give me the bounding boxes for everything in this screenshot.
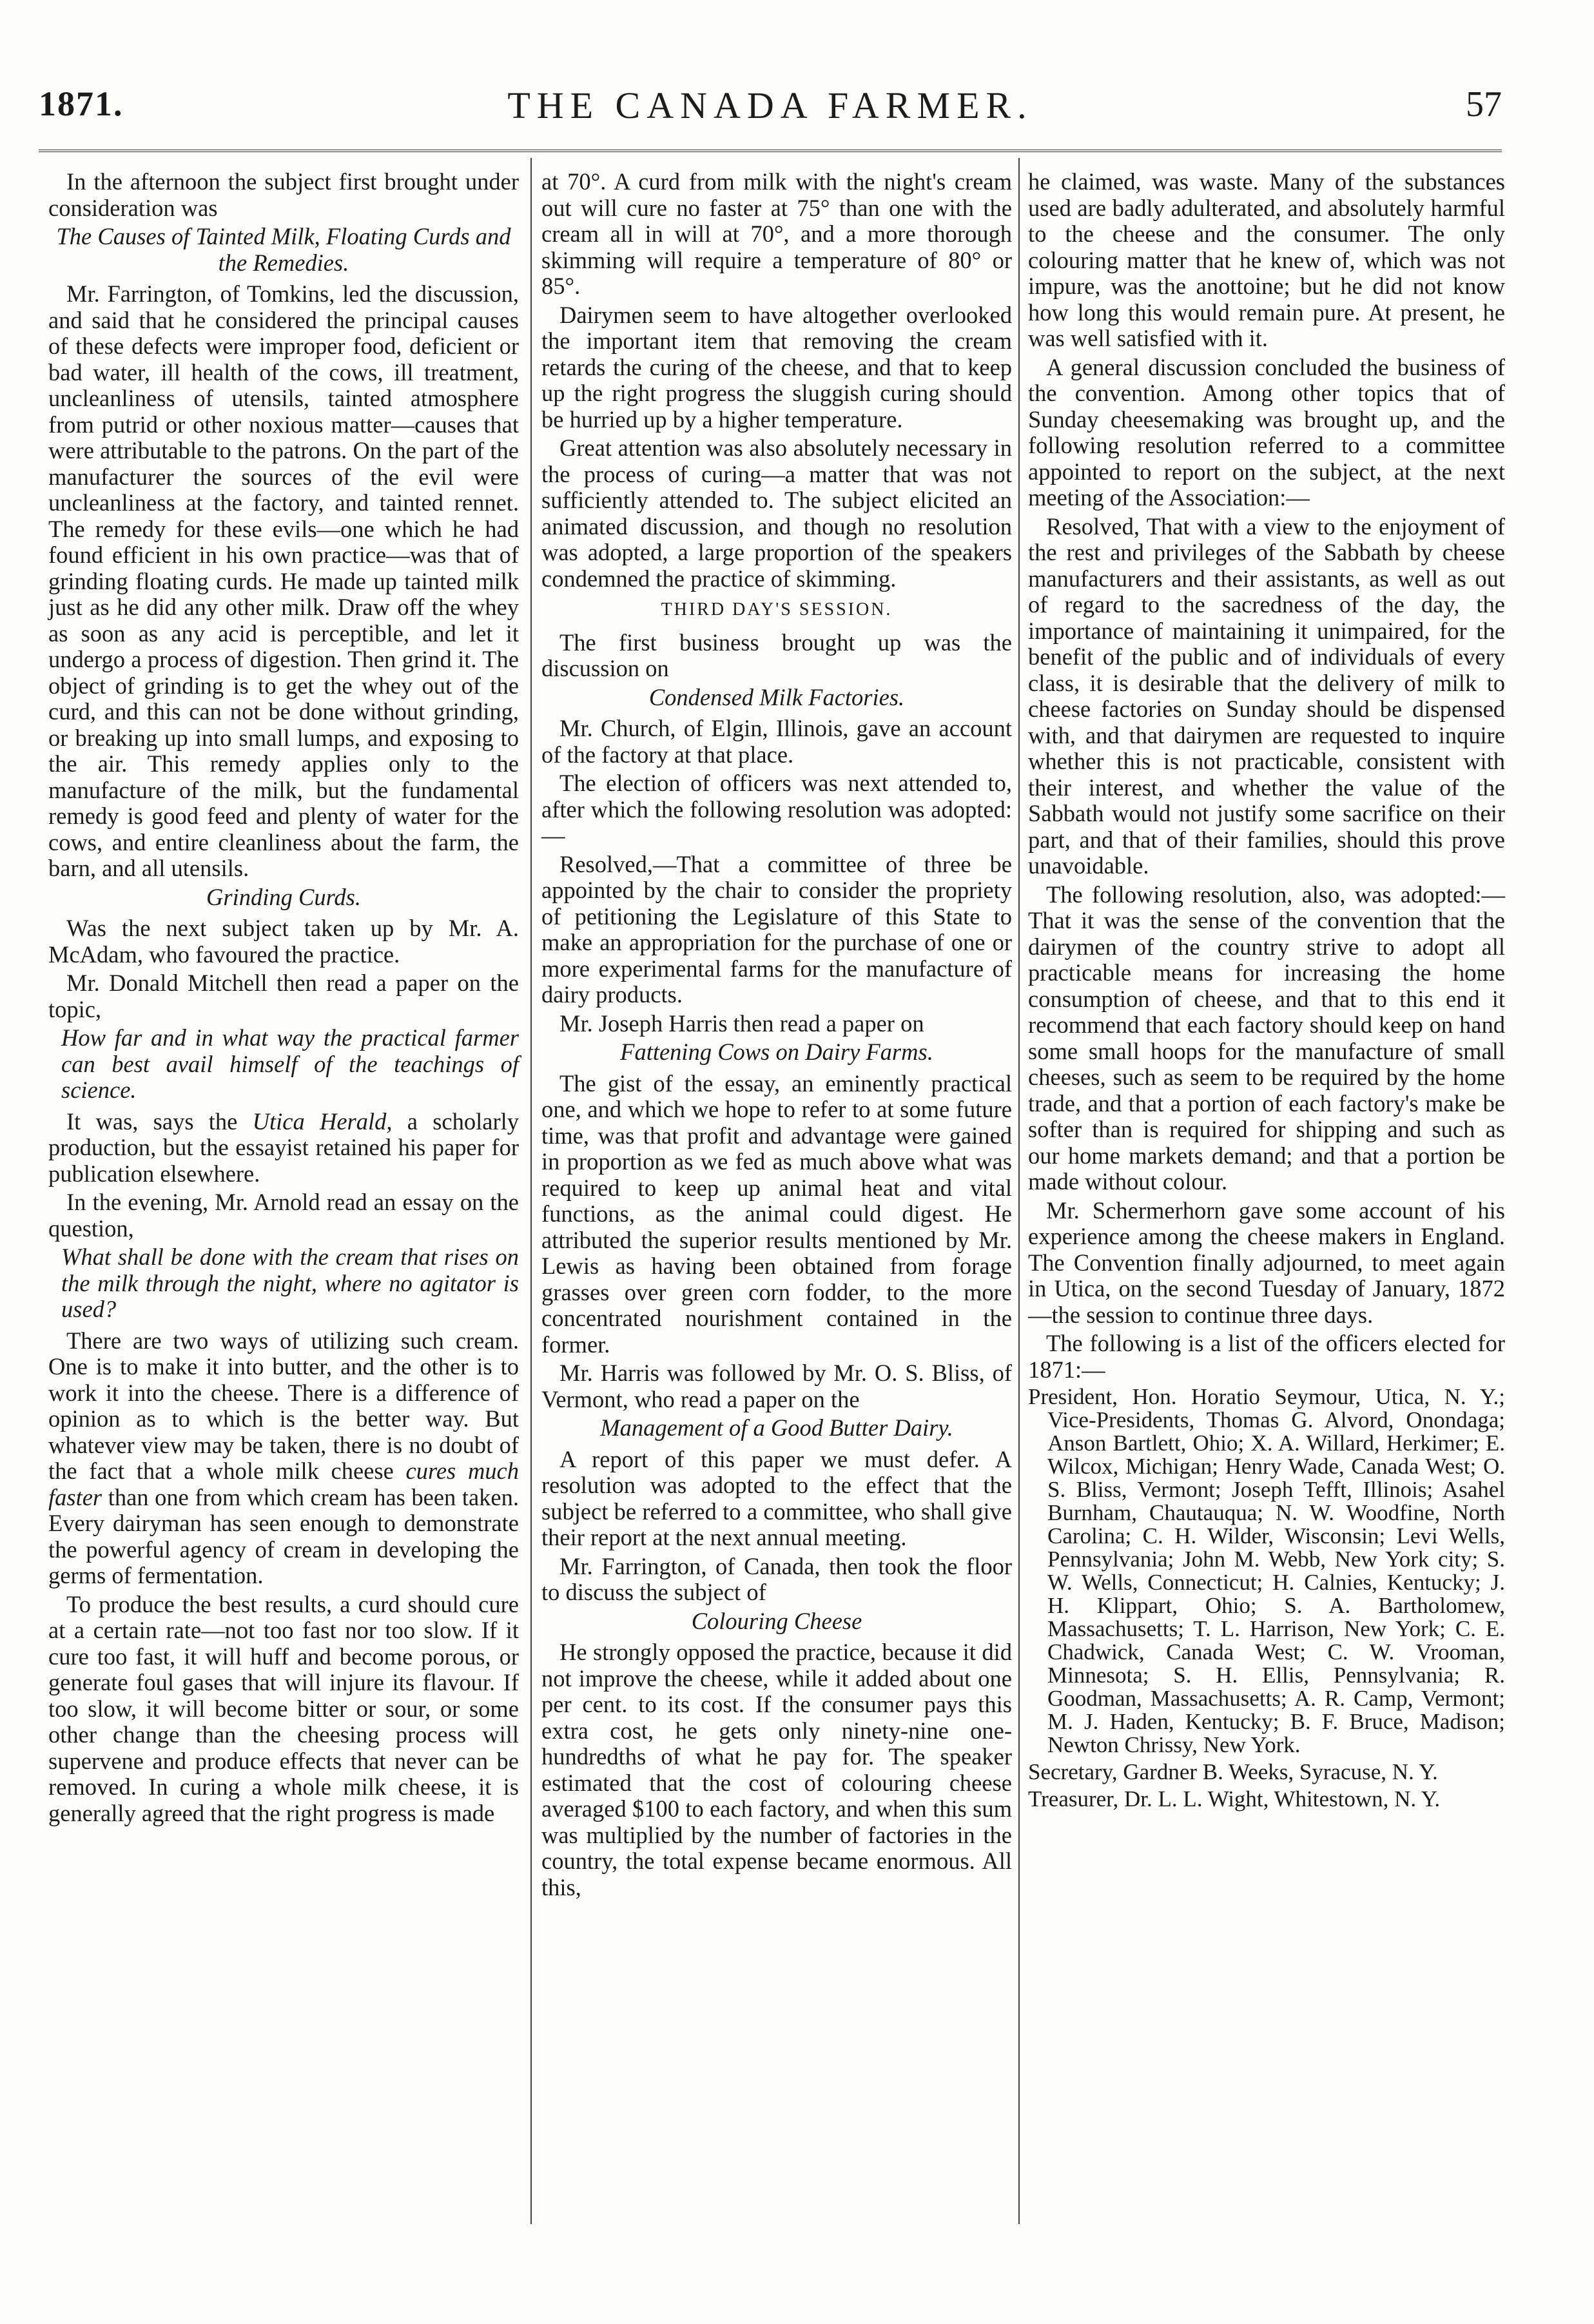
- page-header: [39, 84, 1502, 142]
- paragraph: Mr. Donald Mitchell then read a paper on the topic,: [48, 970, 519, 1022]
- text-run: It was, says the: [66, 1108, 238, 1135]
- paragraph: Mr. Harris was followed by Mr. O. S. Bliss, of Vermont, who read a paper on the: [541, 1360, 1012, 1412]
- header-rule: [39, 150, 1502, 152]
- paragraph: The gist of the essay, an eminently practical one, and which we hope to refer to at some future time, was that profit and advantage were gained in proportion as we fed as much above what was required to keep up animal heat and vital functions, as the animal could digest. He attributed the superior results mentioned by Mr. Lewis as having been obtained from forage grasses over green corn fodder, to the more concentrated nourishment contained in the former.: [541, 1069, 1012, 1358]
- paragraph: To produce the best results, a curd should cure at a certain rate—not too fast nor too slow. If it cure too fast, it will huff and become porous, or generate foul gases that will injure its flavour. If too slow, it will become bitter or sour, or some other change than the cheesing process will supervene and produce effects that never can be removed. In curing a whole milk cheese, it is generally agreed that the right progress is made: [48, 1590, 519, 1826]
- column-3: [1028, 169, 1505, 1815]
- paper-title: How far and in what way the practical farmer can best avail himself of the teachings of science.: [61, 1024, 519, 1103]
- header-year: 1871.: [39, 84, 124, 123]
- paragraph: Was the next subject taken up by Mr. A. McAdam, who favoured the practice.: [48, 915, 519, 968]
- paragraph: The first business brought up was the discussion on: [541, 629, 1012, 681]
- secretary-line: Secretary, Gardner B. Weeks, Syracuse, N. Y.: [1028, 1759, 1438, 1784]
- paragraph: he claimed, was waste. Many of the substances used are badly adulterated, and absolutely harmful to the cheese and the consumer. The only colouring matter that he knew of, which was not impure, was the anottoine; but he did not know how long this would remain pure. At present, he was well satisfied with it.: [1028, 168, 1505, 351]
- paragraph: Mr. Farrington, of Canada, then took the floor to discuss the subject of: [541, 1552, 1012, 1605]
- paragraph: In the afternoon the subject first brought under consideration was: [48, 168, 519, 221]
- paragraph: at 70°. A curd from milk with the night's cream out will cure no faster at 75° than one with the cream all in will at 70°, and a more thorough skimming will require a temperature of 80° or 85°.: [541, 168, 1012, 299]
- paragraph: He strongly opposed the practice, because it did not improve the cheese, while it added about one per cent. to its cost. If the consumer pays this extra cost, he gets only ninety-nine one-hundredths of what he pay for. The speaker estimated that the cost of colouring cheese averaged $100 to each factory, and when this sum was multiplied by the number of factories in the country, the total expense became enormous. All this,: [541, 1639, 1012, 1900]
- emphasis: cures much faster: [48, 1458, 519, 1510]
- paragraph: Resolved,—That a committee of three be appointed by the chair to consider the propriety of petitioning the Legislature of this State to make an appropriation for the purchase of one or more experimental farms for the manufacture of dairy products.: [541, 850, 1012, 1008]
- page-number: 57: [1466, 84, 1502, 124]
- section-heading: THIRD DAY'S SESSION.: [661, 600, 893, 620]
- column-divider-1: [530, 158, 532, 2224]
- paragraph: Dairymen seem to have altogether overlooked the important item that removing the cream retards the curing of the cheese, and that to keep up the right progress the sluggish curing should be hurried up by a higher temperature.: [541, 301, 1012, 433]
- paragraph: A general discussion concluded the business of the convention. Among other topics that of Sunday cheesemaking was brought up, and the following resolution referred to a committee appointed to report on the subject, at the next meeting of the Association:—: [1028, 353, 1505, 511]
- subheading: The Causes of Tainted Milk, Floating Curds and the Remedies.: [56, 223, 511, 276]
- masthead-title: THE CANADA FARMER.: [507, 84, 1033, 126]
- paragraph: A report of this paper we must defer. A resolution was adopted to the effect that the subject be referred to a committee, who shall give their report at the next annual meeting.: [541, 1445, 1012, 1550]
- paragraph: The election of officers was next attended to, after which the following resolution was adopted:—: [541, 770, 1012, 848]
- paragraph: Great attention was also absolutely necessary in the process of curing—a matter that was not sufficiently attended to. The subject elicited an animated discussion, and though no resolution was adopted, a large proportion of the speakers condemned the practice of skimming.: [541, 435, 1012, 592]
- subheading: Colouring Cheese: [691, 1607, 862, 1634]
- subheading: Condensed Milk Factories.: [648, 683, 905, 710]
- officers-list: President, Hon. Horatio Seymour, Utica, N. Y.; Vice-Presidents, Thomas G. Alvord, Onondaga; Anson Bartlett, Ohio; X. A. Willard, Herkimer; E. Wilcox, Michigan; Henry Wade, Canada West; O. S. Bliss, Vermont; Joseph Tefft, Illinois; Asahel Burnham, Chautauqua; N. W. Woodfine, North Carolina; C. H. Wilder, Wisconsin; Levi Wells, Pennsylvania; John M. Webb, New York city; S. W. Wells, Connecticut; H. Calnies, Kentucky; J. H. Klippart, Ohio; S. A. Bartholomew, Massachusetts; T. L. Harrison, New York; C. E. Chadwick, Canada West; C. W. Vrooman, Minnesota; S. H. Ellis, Pennsylvania; R. Goodman, Massachusetts; A. R. Camp, Vermont; M. J. Haden, Kentucky; B. F. Bruce, Madison; Newton Chrissy, New York.: [1028, 1384, 1505, 1757]
- treasurer-line: Treasurer, Dr. L. L. Wight, Whitestown, N. Y.: [1028, 1786, 1441, 1811]
- paragraph: The following resolution, also, was adopted:—That it was the sense of the convention that the dairymen of the country strive to adopt all practicable means for increasing the home consumption of cheese, and that to this end it recommend that each factory should keep on hand some small hoops for the manufacture of small cheeses, such as seem to be required by the home trade, and that a portion of each factory's make be softer than is required for shipping and such as our home markets demand; and that a portion be made without colour.: [1028, 881, 1505, 1195]
- subheading: Grinding Curds.: [206, 883, 361, 910]
- paragraph: The following is a list of the officers elected for 1871:—: [1028, 1330, 1505, 1383]
- paragraph: Resolved, That with a view to the enjoyment of the rest and privileges of the Sabbath by cheese manufacturers and their assistants, as well as out of regard to the sacredness of the day, the importance of maintaining it unimpaired, for the benefit of the public and of individuals of every class, it is desirable that the delivery of milk to cheese factories on Sunday should be dispensed with, and that dairymen are requested to inquire whether this is not practicable, consistent with their interest, and whether the value of the Sabbath would not justify some sacrifice on their part, and that of their families, should this prove unavoidable.: [1028, 513, 1505, 879]
- column-2: [541, 169, 1012, 1903]
- paragraph: In the evening, Mr. Arnold read an essay on the question,: [48, 1189, 519, 1242]
- paragraph: Mr. Church, of Elgin, Illinois, gave an account of the factory at that place.: [541, 715, 1012, 768]
- publication-name: Utica Herald,: [252, 1108, 393, 1135]
- text-run: than one from which cream has been taken. Every dairyman has seen enough to demonstrate the powerful agency of cream in developing the germs of fermentation.: [48, 1483, 520, 1588]
- text-run: a scholarly production, but the essayist retained his paper for publication elsewhere.: [48, 1108, 520, 1187]
- column-divider-2: [1018, 158, 1020, 2224]
- subheading: Management of a Good Butter Dairy.: [600, 1414, 953, 1441]
- paragraph: [48, 1328, 519, 1589]
- paragraph: Mr. Schermerhorn gave some account of his experience among the cheese makers in England. The Convention finally adjourned, to meet again in Utica, on the second Tuesday of January, 1872—the session to continue three days.: [1028, 1196, 1505, 1328]
- subheading: Fattening Cows on Dairy Farms.: [620, 1039, 933, 1065]
- paragraph: Mr. Joseph Harris then read a paper on: [559, 1010, 924, 1037]
- paragraph: [48, 1109, 519, 1187]
- column-1: [48, 169, 519, 1829]
- paragraph: Mr. Farrington, of Tomkins, led the discussion, and said that he considered the principal causes of these defects were improper food, deficient or bad water, ill health of the cows, ill treatment, uncleanliness of utensils, tainted atmosphere from putrid or other noxious matter—causes that were attributable to the patrons. On the part of the manufacturer the sources of the evil were uncleanliness at the factory, and tainted rennet. The remedy for these evils—one which he had found efficient in his own practice—was that of grinding floating curds. He made up tainted milk just as he did any other milk. Draw off the whey as soon as any acid is perceptible, and let it undergo a process of digestion. Then grind it. The object of grinding is to get the whey out of the curd, and this can not be done without grinding, or breaking up into small lumps, and exposing to the air. This remedy applies only to the manufacture of the milk, but the fundamental remedy is good feed and plenty of water for the cows, and entire cleanliness about the farm, the barn, and all utensils.: [48, 280, 519, 881]
- text-run: There are two ways of utilizing such cream. One is to make it into butter, and the other is to work it into the cheese. There is a difference of opinion as to which is the better way. But whatever view may be taken, there is no doubt of the fact that a whole milk cheese: [48, 1327, 519, 1484]
- essay-question: What shall be done with the cream that rises on the milk through the night, where no agitator is used?: [61, 1244, 519, 1322]
